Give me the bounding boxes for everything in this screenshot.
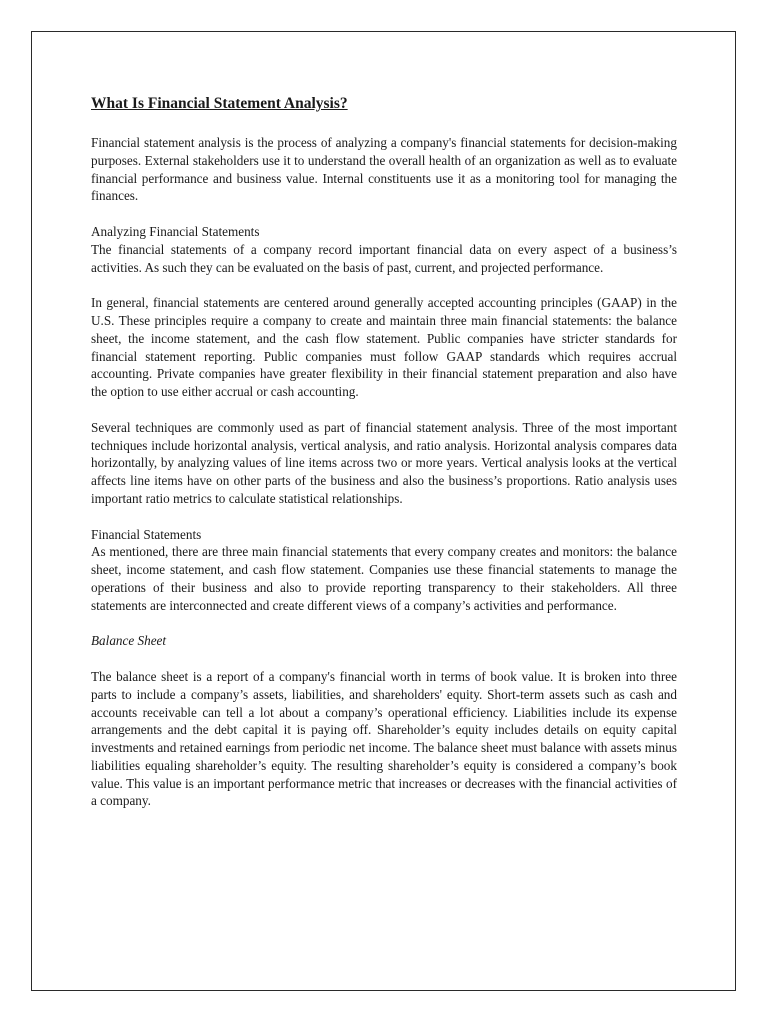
financial-statements-paragraph: As mentioned, there are three main financial statements that every company creates and monitors: the balance sheet, income statement, and cash flow statement. Companies use these financial statements to manage the operations of their business and also to provide reporting transparency to their stakeholders. All three statements are interconnected and create different views of a company’s activities and performance. bbox=[91, 544, 677, 613]
section-heading-balance-sheet: Balance Sheet bbox=[91, 633, 167, 649]
document-page bbox=[31, 31, 736, 991]
balance-sheet-paragraph: The balance sheet is a report of a company's financial worth in terms of book value. It is broken into three parts to include a company’s assets, liabilities, and shareholders' equity. Short-term assets such as cash and accounts receivable can tell a lot about a company’s operational efficiency. Liabilities include its expense arrangements and the debt capital it is paying off. Shareholder’s equity includes details on equity capital investments and retained earnings from periodic net income. The balance sheet must balance with assets minus liabilities equaling shareholder’s equity. The resulting shareholder’s equity is considered a company’s book value. This value is an important performance metric that increases or decreases with the financial activities of a company. bbox=[91, 668, 677, 809]
analyzing-paragraph-3: Several techniques are commonly used as part of financial statement analysis. Three of the most important techniques include horizontal analysis, vertical analysis, and ratio analysis. Horizontal analysis compares data horizontally, by analyzing values of line items across two or more years. Vertical analysis looks at the vertical affects line items have on other parts of the business and also the business’s proportions. Ratio analysis uses important ratio metrics to calculate statistical relationships. bbox=[91, 419, 677, 506]
section-heading-financial-statements: Financial Statements bbox=[91, 526, 202, 542]
analyzing-paragraph-1: The financial statements of a company record important financial data on every aspect of a business’s activities. As such they can be evaluated on the basis of past, current, and projected performance. bbox=[91, 241, 677, 275]
document-title: What Is Financial Statement Analysis? bbox=[91, 95, 348, 112]
analyzing-paragraph-2: In general, financial statements are centered around generally accepted accounting principles (GAAP) in the U.S. These principles require a company to create and maintain three main financial statements: the balance sheet, the income statement, and the cash flow statement. Public companies have stricter standards for financial statement reporting. Public companies must follow GAAP standards which requires accrual accounting. Private companies have greater flexibility in their financial statement preparation and also have the option to use either accrual or cash accounting. bbox=[91, 295, 677, 400]
document-body bbox=[91, 94, 677, 828]
intro-paragraph: Financial statement analysis is the process of analyzing a company's financial statements for decision-making purposes. External stakeholders use it to understand the overall health of an organization as well as to evaluate financial performance and business value. Internal constituents use it as a monitoring tool for managing the finances. bbox=[91, 135, 677, 204]
section-heading-analyzing: Analyzing Financial Statements bbox=[91, 223, 260, 239]
